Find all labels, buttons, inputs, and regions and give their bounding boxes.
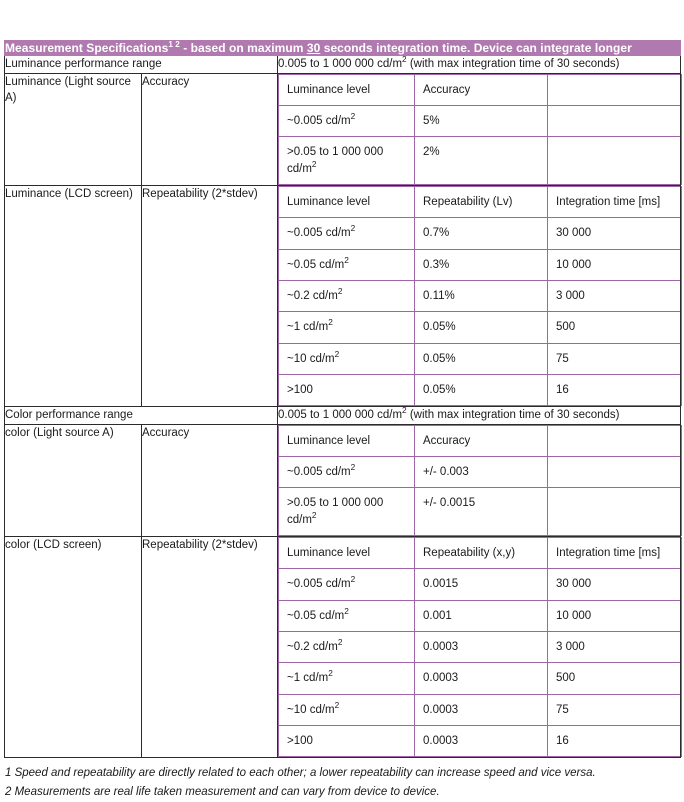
luminance-level-cell: ~0.2 $cd/m^2$ — [279, 281, 415, 312]
banner-underlined-value: 30 — [306, 41, 321, 55]
subtable-empty-cell — [548, 106, 682, 137]
subtable-column-header: Luminance level — [279, 537, 415, 568]
table-header-row — [5, 41, 681, 56]
subtable-column-header: Repeatability (Lv) — [415, 187, 548, 218]
measurement-value-cell: 10 000 — [548, 600, 682, 631]
measurement-specifications-table — [4, 40, 681, 758]
section-metric-color-lcd-screen: Repeatability (2*stdev) — [142, 536, 278, 757]
table-row-luminance-lcd-screen — [5, 186, 681, 407]
measurement-value-cell: +/- 0.0015 — [415, 488, 548, 536]
banner-footnote-marks: 1 2 — [168, 40, 180, 49]
superscript-two: 2 — [311, 510, 317, 520]
subtable-row — [279, 106, 682, 137]
measurement-value-cell: 0.05% — [415, 312, 548, 343]
superscript-two: 2 — [344, 255, 349, 265]
measurement-value-cell: 3 000 — [548, 281, 682, 312]
measurement-value-cell: 0.05% — [415, 375, 548, 406]
subtable-row — [279, 663, 682, 694]
table-row-color-performance — [5, 407, 681, 424]
section-subtable-cell-color-light-source-a — [278, 424, 681, 536]
subtable-row — [279, 375, 682, 406]
superscript-two: 2 — [350, 112, 356, 122]
luminance-level-cell: ~0.005 $cd/m^2$ — [279, 569, 415, 600]
subtable-row — [279, 249, 682, 280]
measurement-value-cell: 3 000 — [548, 631, 682, 662]
measurement-value-cell: 0.7% — [415, 218, 548, 249]
luminance-level-cell: ~0.005 $cd/m^2$ — [279, 218, 415, 249]
section-label-color-light-source-a: color (Light source A) — [5, 424, 142, 536]
section-metric-color-light-source-a: Accuracy — [142, 424, 278, 536]
section-label-color-lcd-screen: color (LCD screen) — [5, 536, 142, 757]
section-subtable-cell-luminance-lcd-screen — [278, 186, 681, 407]
measurement-value-cell: 0.0003 — [415, 694, 548, 725]
luminance-level-cell: >100 — [279, 375, 415, 406]
measurement-value-cell: 75 — [548, 694, 682, 725]
subtable-row — [279, 694, 682, 725]
superscript-two: 2 — [334, 349, 340, 359]
luminance-level-cell: >0.05 to 1 000 000 $cd/m^2$ — [279, 488, 415, 536]
color-performance-label: Color performance range — [5, 407, 278, 424]
table-row-luminance-performance — [5, 56, 681, 73]
measurement-value-cell: 0.11% — [415, 281, 548, 312]
subtable-body — [279, 537, 682, 756]
superscript-two: 2 — [344, 606, 349, 616]
superscript-two: 2 — [311, 159, 317, 169]
subtable-luminance-lcd-screen — [278, 186, 682, 406]
subtable-column-header: Accuracy — [415, 74, 548, 105]
subtable-luminance-light-source-a — [278, 74, 682, 185]
subtable-header-row — [279, 74, 682, 105]
subtable-column-header: Luminance level — [279, 74, 415, 105]
table-row-color-lcd-screen — [5, 536, 681, 757]
measurement-value-cell: 2% — [415, 137, 548, 185]
measurement-value-cell: 0.3% — [415, 249, 548, 280]
measurement-value-cell: 10 000 — [548, 249, 682, 280]
subtable-column-header: Integration time [ms] — [548, 537, 682, 568]
table-row-luminance-light-source-a — [5, 73, 681, 185]
measurement-value-cell: 0.05% — [415, 343, 548, 374]
measurement-value-cell: 16 — [548, 375, 682, 406]
subtable-column-header: Integration time [ms] — [548, 187, 682, 218]
measurement-value-cell: 0.0003 — [415, 725, 548, 756]
superscript-two: 2 — [337, 638, 343, 648]
subtable-header-row — [279, 425, 682, 456]
superscript-two: 2 — [350, 463, 356, 473]
subtable-column-header: Luminance level — [279, 425, 415, 456]
subtable-row — [279, 569, 682, 600]
subtable-row — [279, 600, 682, 631]
luminance-performance-label: Luminance performance range — [5, 56, 278, 73]
banner-title-mid: - based on maximum — [179, 41, 307, 55]
measurement-value-cell: 0.0003 — [415, 663, 548, 694]
measurement-value-cell: 75 — [548, 343, 682, 374]
luminance-level-cell: ~0.005 $cd/m^2$ — [279, 456, 415, 487]
subtable-row — [279, 218, 682, 249]
luminance-level-cell: ~0.05 $cd/m^2$ — [279, 600, 415, 631]
subtable-empty-cell — [548, 425, 682, 456]
section-metric-luminance-lcd-screen: Repeatability (2*stdev) — [142, 186, 278, 407]
footnote-2: 2 Measurements are real life taken measurement and can vary from device to device. — [5, 785, 440, 798]
measurement-value-cell: 16 — [548, 725, 682, 756]
subtable-row — [279, 725, 682, 756]
measurement-value-cell: +/- 0.003 — [415, 456, 548, 487]
luminance-level-cell: ~1 $cd/m^2$ — [279, 312, 415, 343]
section-metric-luminance-light-source-a: Accuracy — [142, 73, 278, 185]
subtable-row — [279, 281, 682, 312]
banner-title-text: Measurement Specifications — [5, 41, 169, 55]
luminance-level-cell: ~10 $cd/m^2$ — [279, 343, 415, 374]
subtable-body — [279, 74, 682, 184]
table-title-banner — [5, 41, 681, 56]
measurement-value-cell: 5% — [415, 106, 548, 137]
superscript-two: 2 — [334, 700, 340, 710]
footnotes — [4, 764, 680, 801]
subtable-row — [279, 343, 682, 374]
luminance-level-cell: ~0.05 $cd/m^2$ — [279, 249, 415, 280]
section-subtable-cell-luminance-light-source-a — [278, 73, 681, 185]
luminance-level-cell: ~10 $cd/m^2$ — [279, 694, 415, 725]
subtable-column-header: Accuracy — [415, 425, 548, 456]
luminance-level-cell: ~0.005 $cd/m^2$ — [279, 106, 415, 137]
subtable-color-lcd-screen — [278, 537, 682, 757]
superscript-two: 2 — [350, 575, 356, 585]
subtable-empty-cell — [548, 456, 682, 487]
luminance-performance-value: 0.005 to 1 000 000 $cd/m^2$ (with max integration time of 30 seconds) — [278, 56, 681, 73]
subtable-row — [279, 631, 682, 662]
subtable-column-header: Repeatability (x,y) — [415, 537, 548, 568]
superscript-two: 2 — [328, 669, 333, 679]
subtable-body — [279, 425, 682, 535]
banner-title-after: seconds integration time. Device can integrate longer — [320, 41, 632, 55]
subtable-column-header: Luminance level — [279, 187, 415, 218]
section-label-luminance-lcd-screen: Luminance (LCD screen) — [5, 186, 142, 407]
subtable-header-row — [279, 537, 682, 568]
luminance-level-cell: >100 — [279, 725, 415, 756]
luminance-level-cell: ~0.2 $cd/m^2$ — [279, 631, 415, 662]
measurement-value-cell: 30 000 — [548, 218, 682, 249]
luminance-level-cell: >0.05 to 1 000 000 $cd/m^2$ — [279, 137, 415, 185]
subtable-empty-cell — [548, 74, 682, 105]
subtable-row — [279, 488, 682, 536]
superscript-two: 2 — [328, 318, 333, 328]
subtable-empty-cell — [548, 488, 682, 536]
measurement-value-cell: 30 000 — [548, 569, 682, 600]
measurement-value-cell: 0.001 — [415, 600, 548, 631]
superscript-two: 2 — [402, 406, 407, 416]
subtable-body — [279, 187, 682, 406]
subtable-header-row — [279, 187, 682, 218]
measurement-value-cell: 0.0003 — [415, 631, 548, 662]
table-row-color-light-source-a — [5, 424, 681, 536]
luminance-level-cell: ~1 $cd/m^2$ — [279, 663, 415, 694]
subtable-row — [279, 137, 682, 185]
subtable-color-light-source-a — [278, 425, 682, 536]
subtable-row — [279, 312, 682, 343]
section-label-luminance-light-source-a: Luminance (Light source A) — [5, 73, 142, 185]
subtable-empty-cell — [548, 137, 682, 185]
table-body — [5, 41, 681, 758]
superscript-two: 2 — [350, 224, 356, 234]
footnote-1: 1 Speed and repeatability are directly related to each other; a lower repeatability can increase speed and vice versa. — [5, 767, 596, 780]
section-subtable-cell-color-lcd-screen — [278, 536, 681, 757]
superscript-two: 2 — [337, 287, 343, 297]
color-performance-value: 0.005 to 1 000 000 $cd/m^2$ (with max integration time of 30 seconds) — [278, 407, 681, 424]
measurement-value-cell: 500 — [548, 312, 682, 343]
measurement-value-cell: 500 — [548, 663, 682, 694]
measurement-value-cell: 0.0015 — [415, 569, 548, 600]
superscript-two: 2 — [402, 55, 407, 65]
subtable-row — [279, 456, 682, 487]
